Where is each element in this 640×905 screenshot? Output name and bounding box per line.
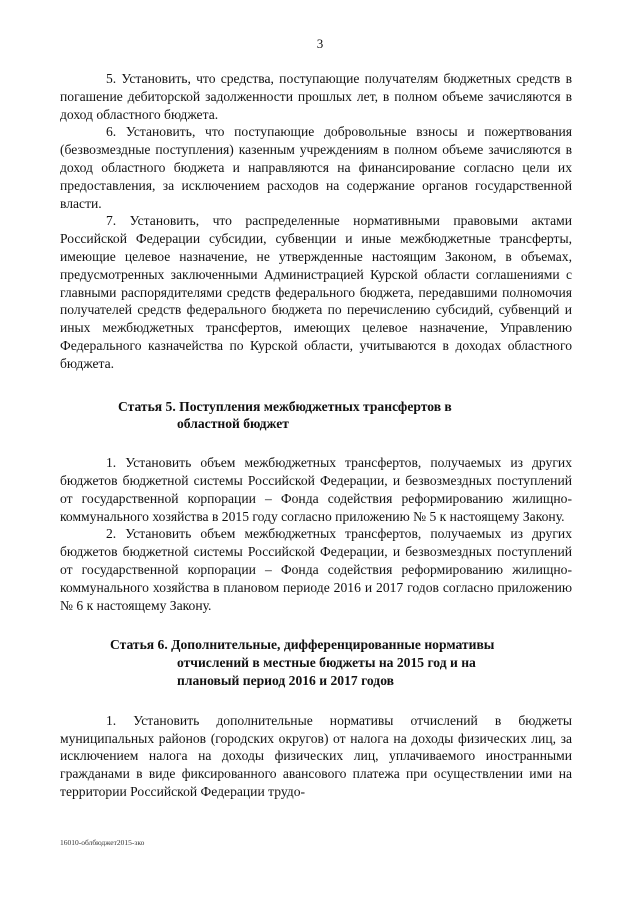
article-6-heading-line2: отчислений в местные бюджеты на 2015 год и на [177,655,476,671]
article-6-heading [60,636,572,689]
article-5-heading-line2: областной бюджет [177,416,289,432]
document-body [60,70,572,801]
document-footer-code: 16010-облбюджет2015-зко [60,838,145,847]
article-5-heading [60,398,572,434]
page-number: 3 [316,36,324,51]
article-6-heading-line3: плановый период 2016 и 2017 годов [177,672,394,688]
article-5-heading-line1: Статья 5. Поступления межбюджетных трансфертов в [118,398,452,414]
article-6-paragraph-1: 1. Установить дополнительные нормативы отчислений в бюджеты муниципальных районов (городских округов) от налога на доходы физических лиц, за исключением налога на доходы физических лиц, уплачиваемого иностранными гражданами в виде фиксированного авансового платежа при осуществлении ими на территории Российской Федерации трудо- [60,712,572,799]
paragraph-6: 6. Установить, что поступающие добровольные взносы и пожертвования (безвозмездные поступления) казенным учреждениям в полном объеме зачисляются в доход областного бюджета и направляются на финансирование согласно цели их предоставления, за исключением расходов на содержание органов государственной власти. [60,124,572,211]
paragraph-5: 5. Установить, что средства, поступающие получателям бюджетных средств в погашение дебиторской задолженности прошлых лет, в полном объеме зачисляются в доход областного бюджета. [60,71,572,122]
article-6-heading-line1: Статья 6. Дополнительные, дифференцированные нормативы [110,637,495,653]
article-5-paragraph-2: 2. Установить объем межбюджетных трансфертов, получаемых из других бюджетов бюджетной системы Российской Федерации, и безвозмездных поступлений от государственной корпорации – Фонда содействия реформированию жилищно-коммунального хозяйства в плановом периоде 2016 и 2017 годов согласно приложению № 6 к настоящему Закону. [60,526,572,613]
article-5-paragraph-1: 1. Установить объем межбюджетных трансфертов, получаемых из других бюджетов бюджетной системы Российской Федерации, и безвозмездных поступлений от государственной корпорации – Фонда содействия реформированию жилищно-коммунального хозяйства в 2015 году согласно приложению № 5 к настоящему Закону. [60,455,572,524]
paragraph-7: 7. Установить, что распределенные нормативными правовыми актами Российской Федерации субсидии, субвенции и иные межбюджетные трансферты, имеющие целевое назначение, не утвержденные настоящим Законом, в объемах, предусмотренных заключенными Администрацией Курской области соглашениями с главными распорядителями средств федерального бюджета, передавшими полномочия получателей средств федерального бюджета по перечислению субсидий, субвенций и иных межбюджетных трансфертов, имеющих целевое назначение, Управлению Федерального казначейства по Курской области, учитываются в доходах областного бюджета. [60,213,572,371]
